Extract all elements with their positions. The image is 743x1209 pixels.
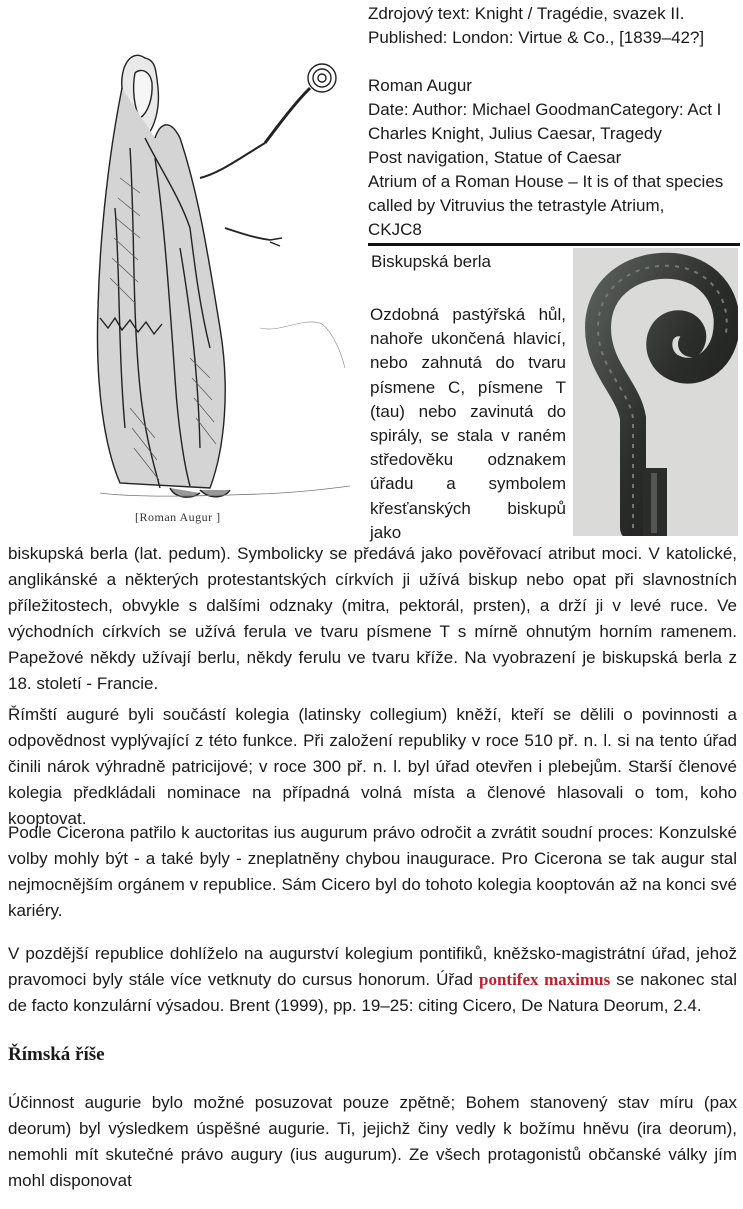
- atrium-line-1: Atrium of a Roman House – It is of that species: [368, 172, 724, 191]
- crozier-drawing: [573, 248, 738, 536]
- article-info: [368, 2, 740, 242]
- tags-line[interactable]: Charles Knight, Julius Caesar, Tragedy: [368, 124, 662, 143]
- source-line: Zdrojový text: Knight / Tragédie, svazek II.: [368, 4, 685, 23]
- paragraph-pontifex-text-2: se nakonec stal de facto konzulární výsadou. Brent (1999), pp. 19–25: citing Cicero, De Natura Deorum, 2.4.: [8, 970, 737, 1015]
- section-divider: [368, 243, 740, 246]
- paragraph-empire: Účinnost augurie bylo možné posuzovat pouze zpětně; Bohem stanovený stav míru (pax deorum) byl výsledkem úspěšné augurie. Ti, jejichž činy vedly k božímu hněvu (ira deorum), nemohli mít skutečné právo augury (ius augurum). Ze všech protagonistů občanské války jím mohl disponovat: [8, 1093, 737, 1190]
- heading-roman-empire: Římská říše: [8, 1044, 105, 1065]
- meta-line: Date: Author: Michael GoodmanCategory: Act I: [368, 100, 722, 119]
- published-line: Published: London: Virtue & Co., [1839–42?]: [368, 28, 705, 47]
- section-intro: Ozdobná pastýřská hůl, nahoře ukončená hlavicí, nebo zahnutá do tvaru písmene C, písmene T (tau) nebo zavinutá do spirály, se stala v raném středověku odznakem úřadu a symbolem křesťanských biskupů jako: [370, 305, 566, 542]
- atrium-line-2: called by Vitruvius the tetrastyle Atrium,: [368, 196, 665, 215]
- code-line: CKJC8: [368, 220, 422, 239]
- roman-augur-illustration: [60, 28, 360, 538]
- article-title: Roman Augur: [368, 76, 472, 95]
- augur-figure-drawing: [60, 28, 360, 538]
- post-navigation[interactable]: Post navigation, Statue of Caesar: [368, 148, 622, 167]
- crozier-photo: [573, 248, 738, 536]
- section-title: Biskupská berla: [371, 252, 492, 271]
- paragraph-pontifex: [8, 941, 737, 1019]
- paragraph-pontifex-text-1: V pozdější republice dohlíželo na augurství kolegium pontifiků, kněžsko-magistrátní úřad, jehož pravomoci byly stále více vetknuty do cursus honorum. Úřad: [8, 944, 737, 989]
- figure-caption: [Roman Augur ]: [135, 510, 221, 524]
- paragraph-augurs: Římští auguré byli součástí kolegia (latinsky collegium) kněží, kteří se dělili o povinnosti a odpovědnost vyplývající z této funkce. Při založení republiky v roce 510 př. n. l. si na tento úřad činili nárok výhradně patricijové; v roce 300 př. n. l. byl úřad otevřen i plebejům. Starší členové kolegia předkládali nominace na případná volná místa a členové hlasovali o tom, koho kooptovat.: [8, 705, 737, 828]
- paragraph-cicero: Podle Cicerona patřilo k auctoritas ius augurum právo odročit a zvrátit soudní proces: Konzulské volby mohly být - a také byly - zneplatněny chybou inaugurace. Pro Cicerona se tak augur stal nejmocnějším orgánem v republice. Sám Cicero byl do tohoto kolegia kooptován až na konci své kariéry.: [8, 823, 737, 920]
- pontifex-maximus-link[interactable]: pontifex maximus: [479, 970, 611, 989]
- paragraph-crozier: biskupská berla (lat. pedum). Symbolicky se předává jako pověřovací atribut moci. V katolické, anglikánské a některých protestantských církvích ji užívá biskup nebo opat při slavnostních příležitostech, obvykle s dalšími odznaky (mitra, pektorál, prsten), a drží ji v levé ruce. Ve východních církvích se užívá ferula ve tvaru písmene T s mírně ohnutým horním ramenem. Papežové někdy užívají berlu, někdy ferulu ve tvaru kříže. Na vyobrazení je biskupská berla z 18. století - Francie.: [8, 544, 737, 693]
